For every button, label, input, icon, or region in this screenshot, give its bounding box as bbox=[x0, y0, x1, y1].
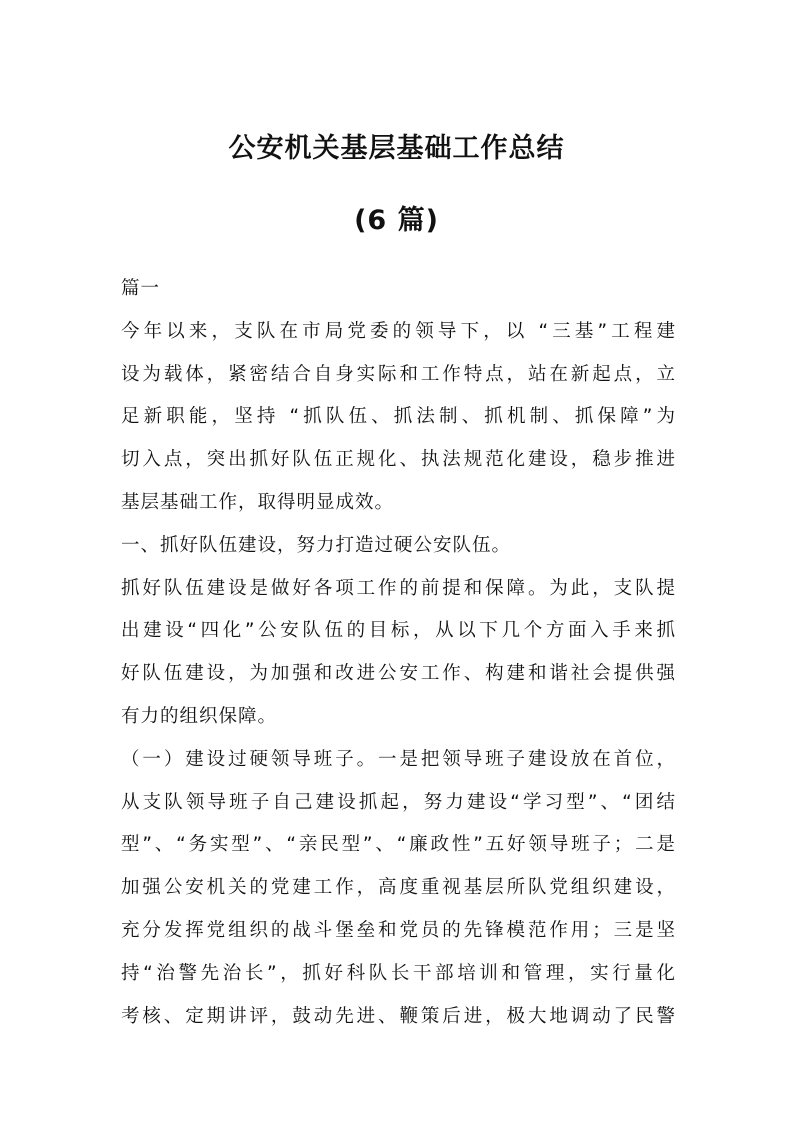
paragraph-line: 足新职能，坚持 “抓队伍、抓法制、抓机制、抓保障”为 bbox=[121, 406, 676, 428]
paragraph-line: 考核、定期讲评，鼓动先进、鞭策后进，极大地调动了民警 bbox=[121, 1005, 676, 1027]
paragraph-line: 切入点，突出抓好队伍正规化、执法规范化建设，稳步推进 bbox=[121, 449, 676, 471]
paragraph-line: 设为载体，紧密结合自身实际和工作特点，站在新起点，立 bbox=[121, 363, 676, 385]
paragraph-line: 加强公安机关的党建工作，高度重视基层所队党组织建设， bbox=[121, 877, 676, 899]
paragraph-line: 出建设“四化”公安队伍的目标，从以下几个方面入手来抓 bbox=[121, 620, 676, 642]
paragraph-line: 基层基础工作，取得明显成效。 bbox=[121, 491, 395, 513]
subsection-heading: 一、抓好队伍建设，努力打造过硬公安队伍。 bbox=[121, 534, 512, 556]
paragraph-line: 持“治警先治长”，抓好科队长干部培训和管理，实行量化 bbox=[121, 962, 676, 984]
document-title: 公安机关基层基础工作总结 bbox=[228, 133, 565, 164]
paragraph-line: 好队伍建设，为加强和改进公安工作、构建和谐社会提供强 bbox=[121, 663, 676, 685]
document-body bbox=[121, 268, 676, 1038]
paragraph-line: 有力的组织保障。 bbox=[121, 705, 278, 727]
paragraph-line: （一）建设过硬领导班子。一是把领导班子建设放在首位， bbox=[121, 748, 676, 770]
paragraph-line: 今年以来，支队在市局党委的领导下，以 “三基”工程建 bbox=[121, 320, 676, 342]
paragraph-line: 从支队领导班子自己建设抓起，努力建设“学习型”、“团结 bbox=[121, 791, 676, 813]
document-subtitle: (6 篇) bbox=[354, 205, 439, 236]
section-heading: 篇一 bbox=[121, 278, 161, 299]
paragraph-line: 充分发挥党组织的战斗堡垒和党员的先锋模范作用；三是坚 bbox=[121, 919, 676, 941]
paragraph-line: 抓好队伍建设是做好各项工作的前提和保障。为此，支队提 bbox=[121, 577, 676, 599]
paragraph-line: 型”、“务实型”、“亲民型”、“廉政性”五好领导班子；二是 bbox=[121, 834, 676, 856]
